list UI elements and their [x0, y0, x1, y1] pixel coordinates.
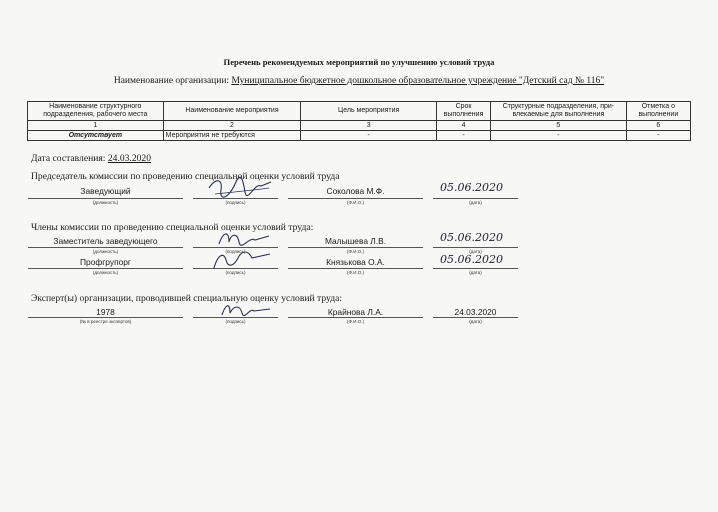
fio-caption: (Ф.И.О.): [347, 319, 364, 324]
measures-table: [27, 101, 691, 141]
header-cell: Цель мероприятия: [301, 102, 437, 121]
table-row: [28, 131, 691, 141]
header-cell: Срок выполнения: [437, 102, 491, 121]
chairman-heading: Председатель комиссии по проведению специальной оценки условий труда: [31, 171, 340, 182]
table-cell: Отсутствует: [28, 131, 164, 141]
header-cell: Наименование мероприятия: [163, 102, 301, 121]
table-cell: -: [626, 131, 690, 141]
member-position: Заместитель заведующего: [53, 236, 158, 246]
header-cell: Отметка о выполнении: [626, 102, 690, 121]
member-name: Князькова О.А.: [326, 257, 385, 267]
expert-signature: [218, 301, 274, 319]
organization-name: Муниципальное бюджетное дошкольное образовательное учреждение "Детский сад № 116": [231, 76, 605, 86]
number-cell: 3: [301, 121, 437, 131]
signature-caption: (подпись): [225, 319, 246, 324]
date-caption: (дата): [469, 319, 482, 324]
organization-line: [0, 76, 718, 86]
divider: [433, 317, 518, 318]
divider: [433, 247, 518, 248]
expert-name: Крайнова Л.А.: [327, 307, 384, 317]
number-cell: 4: [437, 121, 491, 131]
number-cell: 2: [163, 121, 301, 131]
header-cell: Структурные подразделения, при-влекаемые для выполнения: [491, 102, 627, 121]
organization-label: Наименование организации:: [113, 76, 230, 86]
compilation-date-value: 24.03.2020: [107, 153, 152, 164]
chairman-handwritten-date: 05.06.2020: [440, 181, 503, 194]
fio-caption: (Ф.И.О.): [347, 270, 364, 275]
chairman-position: Заведующий: [80, 186, 131, 196]
registry-caption: (№ в реестре экспертов): [79, 319, 132, 324]
divider: [28, 247, 183, 248]
chairman-signature: [205, 176, 275, 200]
divider: [28, 268, 183, 269]
member-handwritten-date: 05.06.2020: [440, 253, 503, 266]
member-signature: [208, 248, 274, 272]
members-heading: Члены комиссии по проведению специальной оценки условий труда:: [31, 222, 314, 233]
date-caption: (дата): [469, 270, 482, 275]
table-cell: Мероприятия не требуются: [163, 131, 301, 141]
member-position: Профгрупорг: [80, 257, 131, 267]
fio-caption: (Ф.И.О.): [347, 200, 364, 205]
expert-heading: Эксперт(ы) организации, проводившей специальную оценку условий труда:: [31, 293, 343, 304]
document-title: Перечень рекомендуемых мероприятий по улучшению условий труда: [223, 57, 495, 67]
chairman-name: Соколова М.Ф.: [326, 186, 385, 196]
table-header-row: [28, 102, 691, 121]
position-caption: (должность): [92, 249, 119, 254]
table-cell: -: [437, 131, 491, 141]
number-cell: 1: [28, 121, 164, 131]
expert-date: 24.03.2020: [454, 307, 497, 317]
signature-caption: (подпись): [225, 200, 246, 205]
fio-caption: (Ф.И.О.): [347, 249, 364, 254]
divider: [288, 317, 423, 318]
signature-caption: (подпись): [225, 270, 246, 275]
table-cell: -: [491, 131, 627, 141]
number-cell: 6: [626, 121, 690, 131]
divider: [288, 198, 423, 199]
expert-registry-number: 1978: [96, 307, 115, 317]
date-caption: (дата): [469, 249, 482, 254]
member-handwritten-date: 05.06.2020: [440, 231, 503, 244]
divider: [288, 247, 423, 248]
member-signature: [215, 228, 275, 250]
signature-caption: (подпись): [225, 249, 246, 254]
date-caption: (дата): [469, 200, 482, 205]
compilation-date-label: Дата составления:: [31, 153, 106, 164]
table-number-row: [28, 121, 691, 131]
compilation-date-line: [31, 153, 151, 164]
divider: [433, 268, 518, 269]
table-cell: -: [301, 131, 437, 141]
header-cell: Наименование структурного подразделения, рабочего места: [28, 102, 164, 121]
divider: [288, 268, 423, 269]
number-cell: 5: [491, 121, 627, 131]
divider: [433, 198, 518, 199]
position-caption: (должность): [92, 200, 119, 205]
member-name: Малышева Л.В.: [324, 236, 387, 246]
position-caption: (должность): [92, 270, 119, 275]
divider: [28, 317, 183, 318]
divider: [28, 198, 183, 199]
